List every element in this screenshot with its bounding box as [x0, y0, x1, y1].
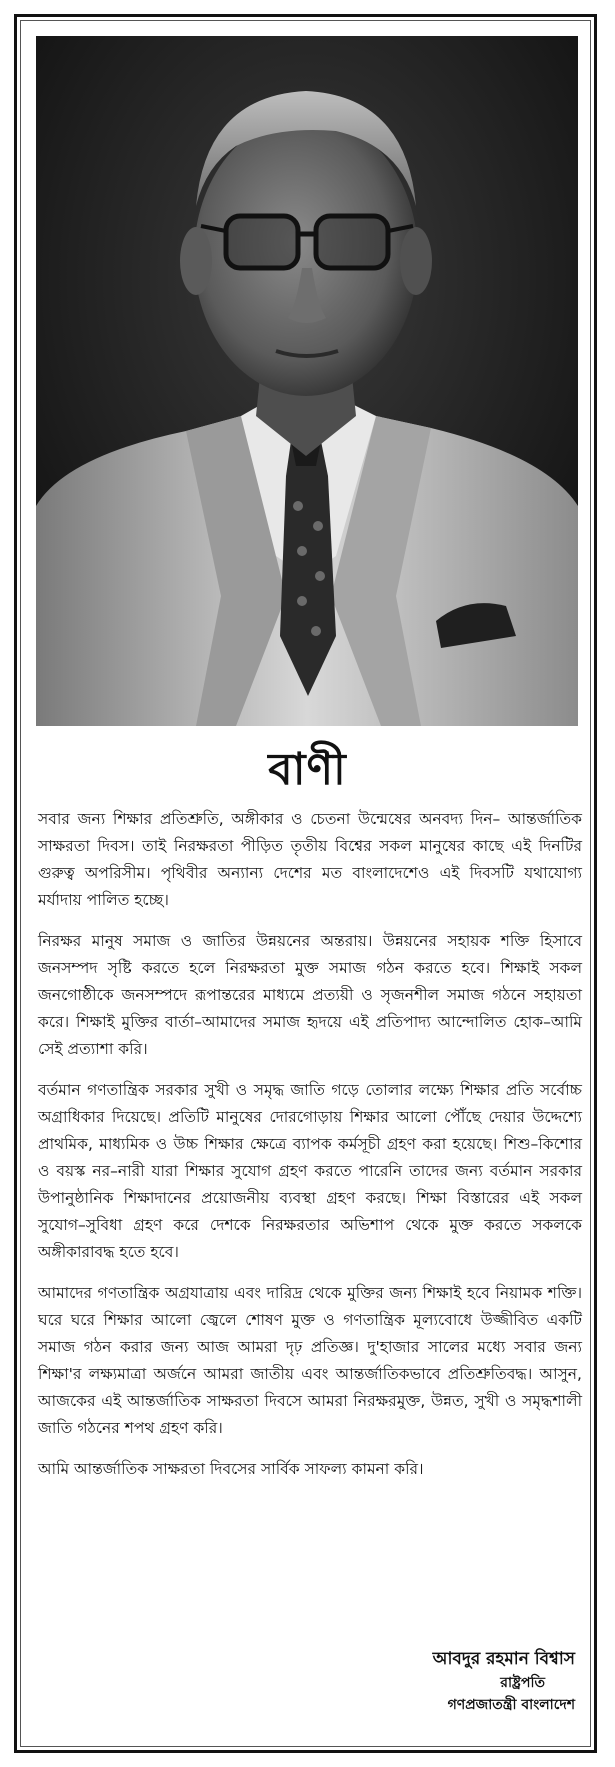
signatory-country: গণপ্রজাতন্ত্রী বাংলাদেশ: [447, 1697, 575, 1713]
page-title: বাণী: [268, 744, 347, 795]
message-paragraph: নিরক্ষর মানুষ সমাজ ও জাতির উন্নয়নের অন্তরায়। উন্নয়নের সহায়ক শক্তি হিসাবে জনসম্পদ সৃষ্টি করতে হলে নিরক্ষরতা মুক্ত সমাজ গঠন করতে হবে। শিক্ষাই সকল জনগোষ্ঠীকে জনসম্পদে রূপান্তরের মাধ্যমে প্রত্যয়ী ও সৃজনশীল সমাজ গঠনে সহায়তা করে। শিক্ষাই মুক্তির বার্তা–আমাদের সমাজ হৃদয়ে এই প্রতিপাদ্য আন্দোলিত হোক–আমি সেই প্রত্যাশা করি।: [38, 932, 582, 1058]
message-body: [38, 806, 582, 1497]
message-paragraph: আমি আন্তর্জাতিক সাক্ষরতা দিবসের সার্বিক সাফল্য কামনা করি।: [38, 1460, 424, 1478]
signatory-designation: রাষ্ট্রপতি: [500, 1675, 545, 1691]
message-paragraph: আমাদের গণতান্ত্রিক অগ্রযাত্রায় এবং দারিদ্র থেকে মুক্তির জন্য শিক্ষাই হবে নিয়ামক শক্তি। ঘরে ঘরে শিক্ষার আলো জ্বেলে শোষণ মুক্ত ও গণতান্ত্রিক মূল্যবোধে উজ্জীবিত একটি সমাজ গঠন করার জন্য আজ আমরা দৃঢ় প্রতিজ্ঞ। দু'হাজার সালের মধ্যে সবার জন্য শিক্ষা'র লক্ষ্যমাত্রা অর্জনে আমরা জাতীয় এবং আন্তর্জাতিকভাবে প্রতিশ্রুতিবদ্ধ। আসুন, আজকের এই আন্তর্জাতিক সাক্ষরতা দিবসে আমরা নিরক্ষরমুক্ত, উন্নত, সুখী ও সমৃদ্ধশালী জাতি গঠনের শপথ গ্রহণ করি।: [38, 1284, 582, 1437]
signatory-name: আবদুর রহমান বিশ্বাস: [432, 1649, 575, 1669]
portrait-photo: [36, 36, 578, 726]
message-paragraph: সবার জন্য শিক্ষার প্রতিশ্রুতি, অঙ্গীকার ও চেতনা উন্মেষের অনবদ্য দিন– আন্তর্জাতিক সাক্ষরতা দিবস। তাই নিরক্ষরতা পীড়িত তৃতীয় বিশ্বের সকল মানুষের কাছে এই দিনটির গুরুত্ব অপরিসীম। পৃথিবীর অন্যান্য দেশের মত বাংলাদেশেও এই দিবসটি যথাযোগ্য মর্যাদায় পালিত হচ্ছে।: [38, 810, 582, 909]
signature-block: [433, 1646, 575, 1716]
message-paragraph: বর্তমান গণতান্ত্রিক সরকার সুখী ও সমৃদ্ধ জাতি গড়ে তোলার লক্ষ্যে শিক্ষার প্রতি সর্বোচ্চ অগ্রাধিকার দিয়েছে। প্রতিটি মানুষের দোরগোড়ায় শিক্ষার আলো পৌঁছে দেয়ার উদ্দেশ্যে প্রাথমিক, মাধ্যমিক ও উচ্চ শিক্ষার ক্ষেত্রে ব্যাপক কর্মসূচী গ্রহণ করা হয়েছে। শিশু–কিশোর ও বয়স্ক নর–নারী যারা শিক্ষার সুযোগ গ্রহণ করতে পারেনি তাদের জন্য বর্তমান সরকার উপানুষ্ঠানিক শিক্ষাদানের প্রয়োজনীয় ব্যবস্থা গ্রহণ করছে। শিক্ষা বিস্তারের এই সকল সুযোগ–সুবিধা গ্রহণ করে দেশকে নিরক্ষরতার অভিশাপ থেকে মুক্ত করতে সকলকে অঙ্গীকারাবদ্ধ হতে হবে।: [38, 1081, 582, 1261]
